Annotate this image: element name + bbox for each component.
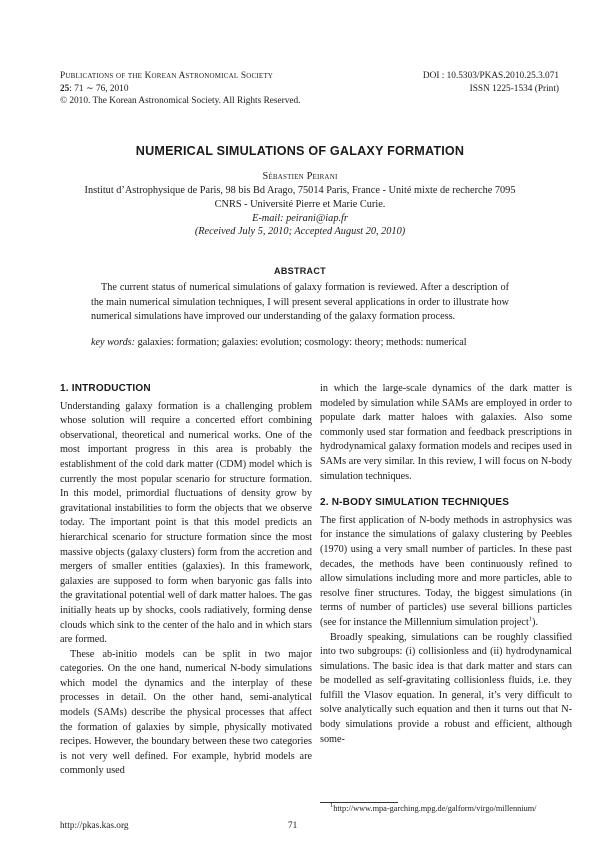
section-heading-introduction: 1. INTRODUCTION (60, 383, 151, 394)
journal-header (60, 70, 360, 108)
intro-paragraph-2: These ab-initio models can be split in two major categories. On the one hand, numerical N-body simulations which model the dynamics and the interplay of these processes in detail. On the other hand, semi-analytical models (SAMs) describe the physical processes that affect the formation of galaxies by simple, physically motivated recipes. However, the boundary between these two categories is not very well defined. For example, hybrid models are commonly used (60, 648, 312, 777)
issn: ISSN 1225-1534 (Print) (469, 83, 559, 94)
intro-paragraph-1: Understanding galaxy formation is a challenging problem whose solution will require a concerted effort combining observational, theoretical and numerical works. One of the most important progress in this area is probably the establishment of the cold dark matter (CDM) model which is currently the most popular scenario for structure formation. In this model, primordial fluctuations of density grow by gravitational instabilities to form the objects that we observe today. The important point is that this model predicts an hierarchical scenario for structure formation since the most massive objects (galaxy clusters) form from the accretion and mergers of smaller entities (galaxies). In this framework, galaxies are supposed to form when baryonic gas falls into the gravitational potential well of dark matter haloes. The gas initially heats up by shocks, cools radiatively, forming dense clouds which sink to the center of the halo and in which stars are formed. (60, 400, 312, 646)
author: Sébastien Peirani (262, 171, 338, 182)
page-range: : 71 ∼ 76, 2010 (69, 83, 129, 94)
right-column (320, 382, 572, 747)
footnote-reference: 1 (528, 615, 533, 623)
doi: DOI : 10.5303/PKAS.2010.25.3.071 (422, 71, 559, 81)
keywords (91, 337, 511, 348)
identifier-header (423, 70, 559, 95)
affiliation-block (70, 184, 530, 239)
nbody-paragraph-1-end: ). (532, 616, 538, 628)
volume-number: 25 (60, 83, 70, 94)
nbody-paragraph-1 (320, 514, 572, 631)
page-number: 71 (288, 821, 298, 831)
affiliation: Institut d’Astrophysique de Paris, 98 bis Bd Arago, 75014 Paris, France - Unité mixte de recherche 7095 CNRS - Université Pierre et Marie Curie. (84, 185, 516, 210)
abstract-heading: ABSTRACT (274, 266, 326, 276)
footnote-mark: 1 (330, 802, 334, 810)
nbody-paragraph-1-text: The first application of N-body methods in astrophysics was for instance the simulations of galaxy clustering by Peebles (1970) using a very small number of particles. In these past decades, the methods have been continuously refined to allow simulations including more and more particles, able to resolve finer structures. Today, the biggest simulations (in terms of number of particles) use several billions particles (see for instance the Millennium simulation project (320, 514, 572, 628)
footnote (330, 804, 537, 813)
paper-title: NUMERICAL SIMULATIONS OF GALAXY FORMATION (135, 144, 465, 158)
copyright: © 2010. The Korean Astronomical Society. All Rights Reserved. (60, 96, 301, 106)
left-column (60, 382, 312, 779)
footnote-url[interactable]: http://www.mpa-garching.mpg.de/galform/virgo/millennium/ (333, 804, 537, 813)
journal-name: Publications of the Korean Astronomical Society (60, 71, 274, 81)
nbody-paragraph-2: Broadly speaking, simulations can be roughly classified into two subgroups: (i) collisionless and (ii) hydrodynamical simulations. The basic idea is that dark matter and stars can be modelled as self-gravitating collisionless fluids, i.e. they fulfill the Vlasov equation. In general, it’s very difficult to solve analytically such equation and then it turns out that N-body simulations provide a robust and efficient, although some- (320, 631, 572, 745)
keywords-text: galaxies: formation; galaxies: evolution; cosmology: theory; methods: numerical (137, 337, 467, 348)
abstract-text: The current status of numerical simulations of galaxy formation is reviewed. After a description of the main numerical simulation techniques, I will present several applications in order to illustrate how numerical simulations have improved our understanding of the galaxy formation process. (91, 282, 509, 323)
section-heading-nbody: 2. N-BODY SIMULATION TECHNIQUES (320, 497, 510, 509)
footer-url[interactable]: http://pkas.kas.org (60, 821, 129, 831)
received-dates: (Received July 5, 2010; Accepted August 20, 2010) (194, 226, 406, 238)
volume-line (60, 83, 360, 96)
intro-paragraph-2-continued: in which the large-scale dynamics of the dark matter is modeled by simulation while SAMs are employed in order to populate dark matter haloes with galaxies. Also some commonly used star formation and feedback prescriptions in hydrodynamical galaxy formation models and recipes used in SAMs are very similar. In this review, I will focus on N-body simulation techniques. (320, 383, 572, 482)
keywords-label: key words: (91, 337, 136, 348)
email: E-mail: peirani@iap.fr (252, 212, 348, 224)
